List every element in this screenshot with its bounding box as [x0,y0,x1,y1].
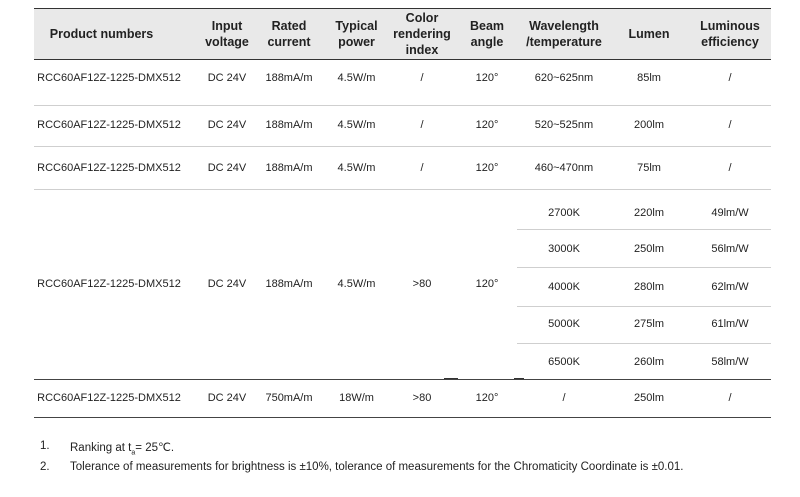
cell-power: 4.5W/m [337,119,376,131]
subrow-divider [517,267,771,268]
cell-power: 18W/m [339,392,374,404]
header-product: Product numbers [49,27,154,41]
cell-beam: 120° [475,162,499,174]
cell-efficiency: / [728,119,732,131]
group-divider [34,379,771,380]
cell-efficiency: 61lm/W [711,318,749,330]
cell-voltage: DC 24V [207,72,247,84]
header-cri: Color rendering index [393,11,451,57]
cell-lumen: 250lm [634,392,664,404]
cell-efficiency: 56lm/W [711,243,749,255]
cell-efficiency: / [728,392,732,404]
cell-temperature: 3000K [548,243,580,255]
subrow-divider [517,229,771,230]
header-beam: Beam angle [469,19,505,49]
footnote-subscript: a [131,449,136,457]
header-power: Typical power [335,19,378,49]
cell-temperature: 2700K [548,207,580,219]
cell-lumen: 260lm [634,356,664,368]
cell-product: RCC60AF12Z-1225-DMX512 [37,119,181,131]
cell-temperature: 4000K [548,281,580,293]
cell-cri: / [420,162,424,174]
cell-product: RCC60AF12Z-1225-DMX512 [37,278,181,290]
header-lumen: Lumen [628,27,670,41]
cell-lumen: 275lm [634,318,664,330]
cell-temperature: 5000K [548,318,580,330]
footnote-number: 1. [40,440,50,452]
cell-lumen: 250lm [634,243,664,255]
row-divider [34,146,771,147]
cell-power: 4.5W/m [337,162,376,174]
cell-wavelength: 520~525nm [534,119,594,131]
footnote-text-post: = 25℃. [135,442,175,454]
row-divider [34,105,771,106]
cell-lumen: 220lm [634,207,664,219]
cell-lumen: 280lm [634,281,664,293]
cell-lumen: 85lm [637,72,661,84]
cell-product: RCC60AF12Z-1225-DMX512 [37,162,181,174]
footnote-text-pre: Ranking at t [70,442,132,454]
header-current: Rated current [267,19,311,49]
cell-lumen: 75lm [637,162,661,174]
cell-cri: / [420,119,424,131]
row-divider [34,189,771,190]
cell-product: RCC60AF12Z-1225-DMX512 [37,72,181,84]
cell-beam: 120° [475,72,499,84]
cell-cri: >80 [412,392,432,404]
cell-cri: / [420,72,424,84]
cell-efficiency: / [728,72,732,84]
header-efficiency: Luminous efficiency [700,19,760,49]
cell-temperature: 6500K [548,356,580,368]
cell-power: 4.5W/m [337,278,376,290]
cell-current: 188mA/m [265,119,313,131]
cell-efficiency: 49lm/W [711,207,749,219]
cell-beam: 120° [475,392,499,404]
header-wavelength: Wavelength /temperature [526,19,602,49]
cell-wavelength: / [562,392,566,404]
cell-wavelength: 620~625nm [534,72,594,84]
subrow-divider [517,306,771,307]
cell-efficiency: 58lm/W [711,356,749,368]
header-voltage: Input voltage [205,19,249,49]
cell-cri: >80 [412,278,432,290]
cell-beam: 120° [475,278,499,290]
table-bottom-border [34,417,771,418]
cell-voltage: DC 24V [207,162,247,174]
cell-product: RCC60AF12Z-1225-DMX512 [37,392,181,404]
cell-power: 4.5W/m [337,72,376,84]
cell-current: 188mA/m [265,278,313,290]
cell-current: 750mA/m [265,392,313,404]
cell-efficiency: 62lm/W [711,281,749,293]
cell-lumen: 200lm [634,119,664,131]
cell-voltage: DC 24V [207,119,247,131]
footnote-text: Tolerance of measurements for brightness is ±10%, tolerance of measurements for the Chromaticity Coordinate is ±0.01. [70,461,684,473]
divider-mark [444,378,458,379]
cell-voltage: DC 24V [207,392,247,404]
cell-current: 188mA/m [265,162,313,174]
cell-beam: 120° [475,119,499,131]
table-header [34,8,771,60]
cell-current: 188mA/m [265,72,313,84]
footnote-number: 2. [40,461,50,473]
subrow-divider [517,343,771,344]
footnote-text [70,440,174,456]
cell-voltage: DC 24V [207,278,247,290]
cell-wavelength: 460~470nm [534,162,594,174]
divider-mark [514,378,524,379]
cell-efficiency: / [728,162,732,174]
